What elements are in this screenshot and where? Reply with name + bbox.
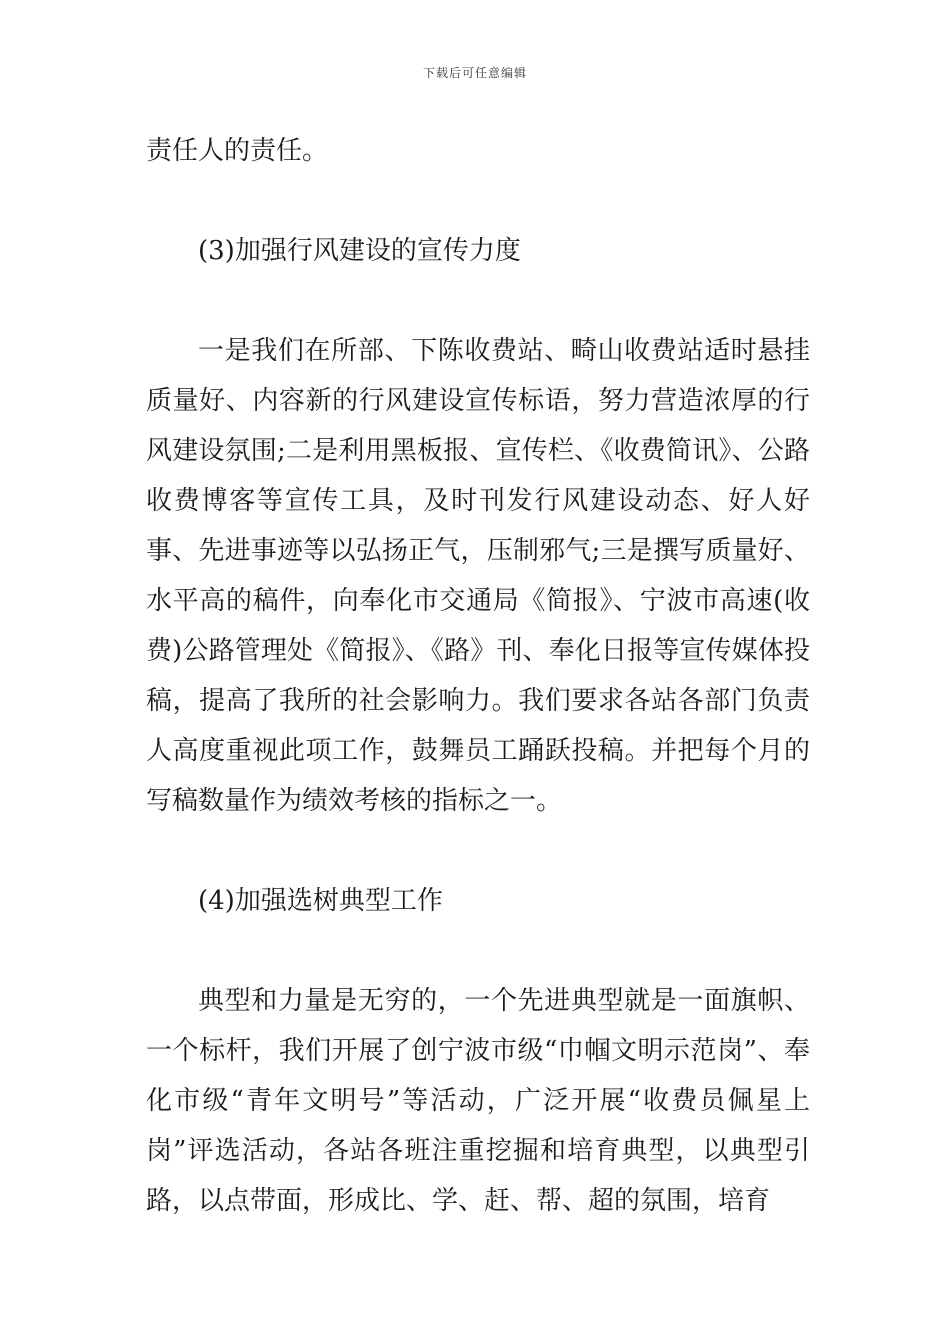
document-body: [146, 126, 810, 1226]
paragraph-publicity: 一是我们在所部、下陈收费站、畸山收费站适时悬挂质量好、内容新的行风建设宣传标语，努力营造浓厚的行风建设氛围;二是利用黑板报、宣传栏、《收费简讯》、公路收费博客等宣传工具，及时刊发行风建设动态、好人好事、先进事迹等以弘扬正气，压制邪气;三是撰写质量好、水平高的稿件，向奉化市交通局《简报》、宁波市高速(收费)公路管理处《简报》、《路》刊、奉化日报等宣传媒体投稿，提高了我所的社会影响力。我们要求各站各部门负责人高度重视此项工作，鼓舞员工踊跃投稿。并把每个月的写稿数量作为绩效考核的指标之一。: [146, 336, 810, 816]
page-header-note: 下载后可任意编辑: [422, 66, 527, 80]
paragraph-role-models: 典型和力量是无穷的，一个先进典型就是一面旗帜、一个标杆，我们开展了创宁波市级“巾帼文明示范岗”、奉化市级“青年文明号”等活动，广泛开展“收费员佩星上岗”评选活动，各站各班注重挖掘和培育典型，以典型引路，以点带面，形成比、学、赶、帮、超的氛围，培育: [146, 986, 810, 1216]
section-heading-4: (4)加强选树典型工作: [198, 886, 443, 916]
section-heading-3: (3)加强行风建设的宣传力度: [198, 236, 521, 266]
paragraph-continuation: 责任人的责任。: [146, 136, 329, 166]
